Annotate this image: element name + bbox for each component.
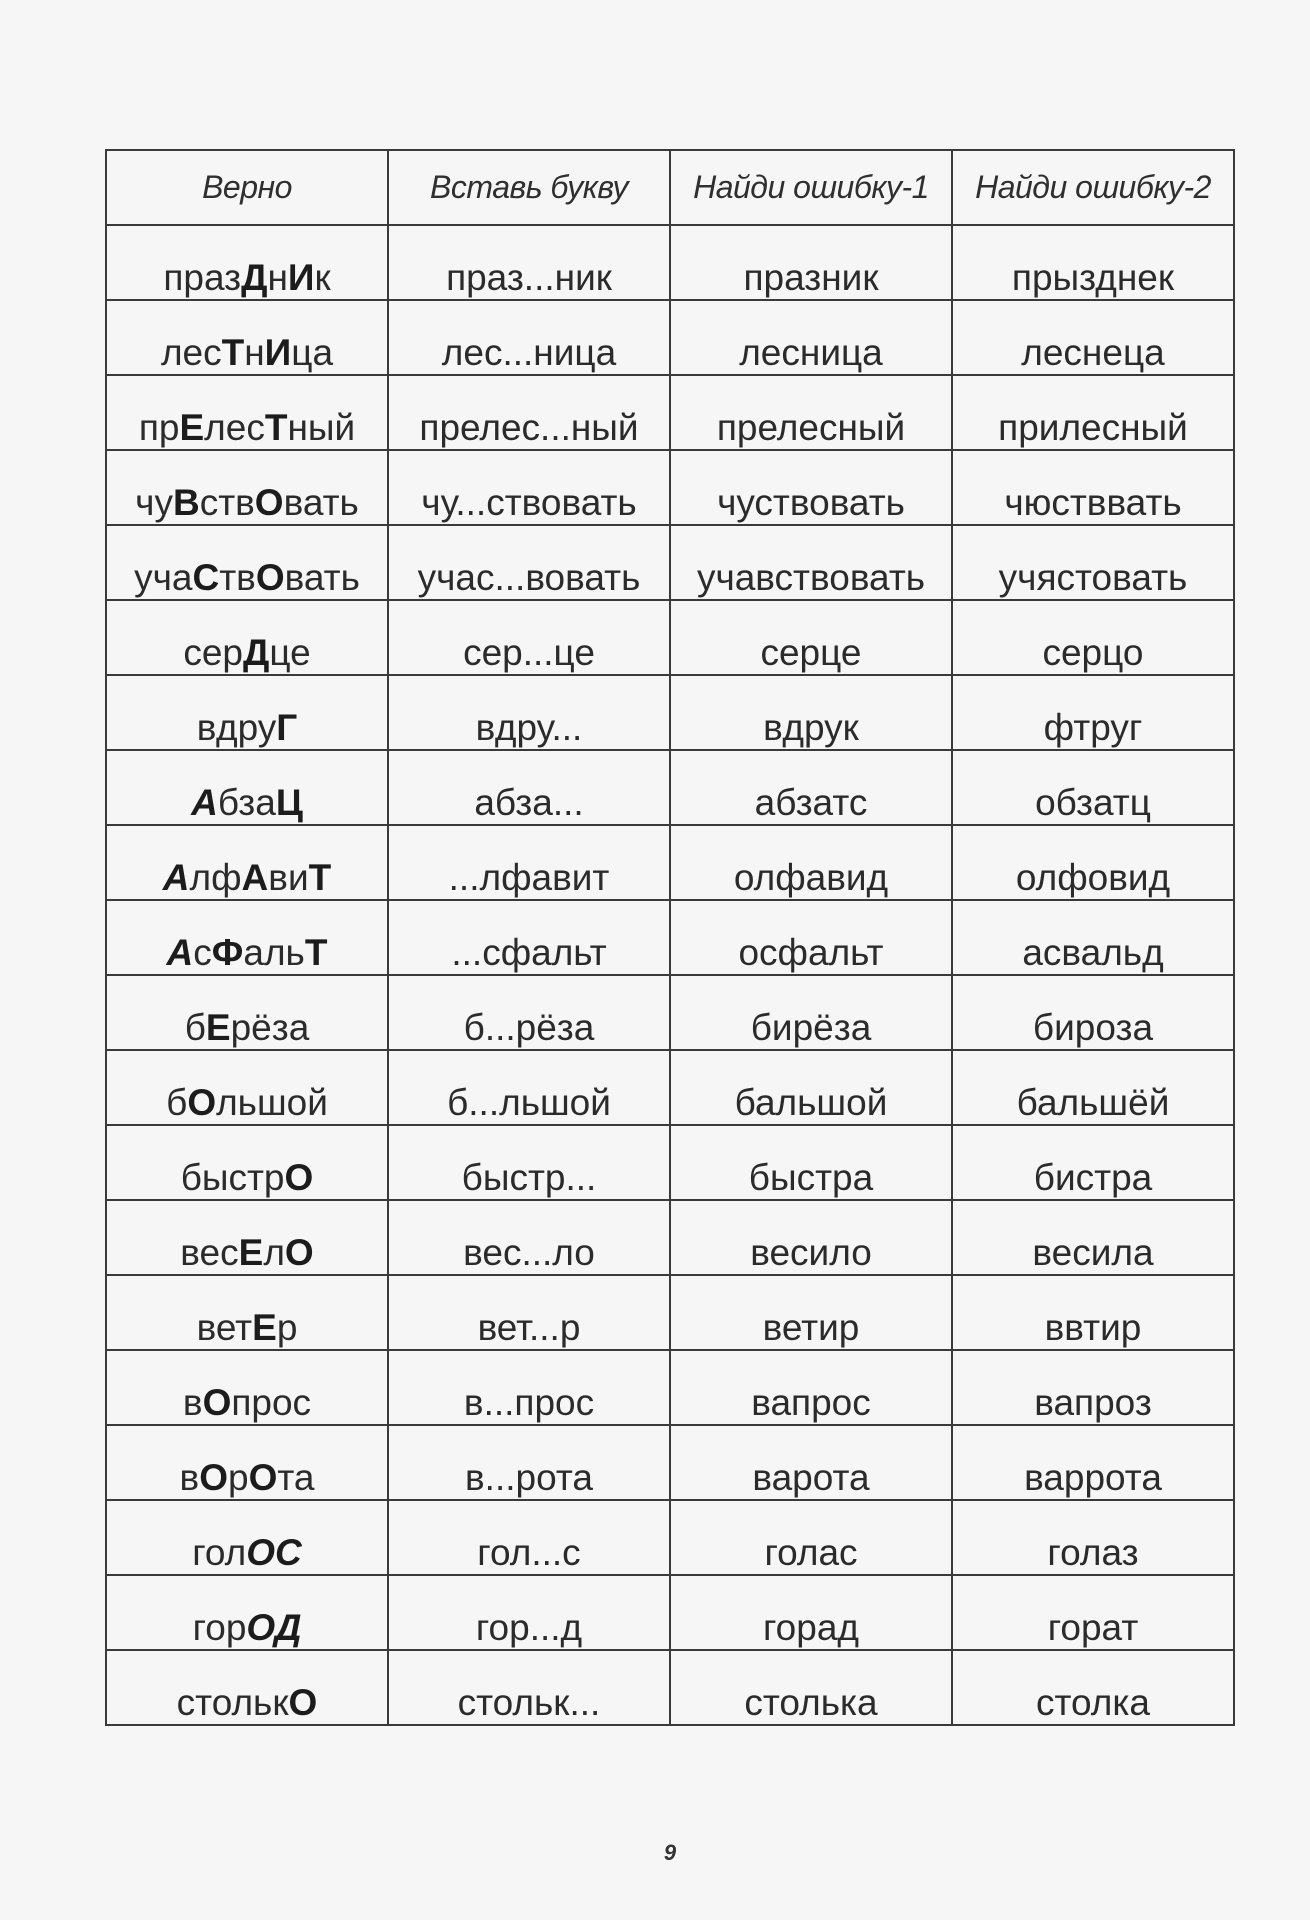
table-row: [106, 1425, 1234, 1500]
find-error-2-cell: столка: [952, 1650, 1234, 1725]
word-part: лес: [204, 407, 265, 448]
insert-letter-cell: б...рёза: [388, 975, 670, 1050]
highlighted-letter: В: [172, 482, 200, 523]
find-error-2-cell: прилесный: [952, 375, 1234, 450]
highlighted-letter: О: [288, 1682, 318, 1723]
word-part: стольк: [176, 1682, 289, 1723]
find-error-1-cell: прелесный: [670, 375, 952, 450]
word-part: а: [203, 257, 225, 298]
word-part: гол: [192, 1532, 247, 1573]
insert-letter-cell: вет...р: [388, 1275, 670, 1350]
find-error-2-cell: фтруг: [952, 675, 1234, 750]
correct-word-cell: [106, 375, 388, 450]
table-row: [106, 825, 1234, 900]
word-part: вет: [196, 1307, 253, 1348]
highlighted-letter: Е: [252, 1307, 277, 1348]
word-part: б: [166, 1082, 188, 1123]
find-error-2-cell: чюстввать: [952, 450, 1234, 525]
find-error-1-cell: вдрук: [670, 675, 952, 750]
highlighted-letter: Е: [179, 407, 205, 448]
correct-word-cell: [106, 1500, 388, 1575]
word-part: з: [224, 257, 242, 298]
word-part: с: [193, 932, 212, 973]
word-part: уча: [134, 557, 193, 598]
table-header-row: [106, 150, 1234, 225]
header-find-error-1: Найди ошибку-1: [670, 150, 952, 225]
table-row: [106, 1200, 1234, 1275]
word-part: быстр: [180, 1157, 285, 1198]
correct-word-cell: [106, 300, 388, 375]
find-error-1-cell: варота: [670, 1425, 952, 1500]
find-error-2-cell: леснеца: [952, 300, 1234, 375]
find-error-2-cell: учястовать: [952, 525, 1234, 600]
word-part: тв: [219, 557, 256, 598]
highlighted-letter: Д: [242, 632, 270, 673]
find-error-2-cell: серцо: [952, 600, 1234, 675]
highlighted-letter: Г: [276, 707, 298, 748]
find-error-1-cell: олфавид: [670, 825, 952, 900]
highlighted-letter: О: [187, 1082, 217, 1123]
highlighted-letter: С: [192, 557, 220, 598]
table-row: [106, 1500, 1234, 1575]
highlighted-letter: А: [191, 782, 218, 823]
highlighted-letter: Ц: [275, 782, 303, 823]
find-error-1-cell: празник: [670, 225, 952, 300]
insert-letter-cell: ...сфальт: [388, 900, 670, 975]
insert-letter-cell: прелес...ный: [388, 375, 670, 450]
highlighted-letter: О: [284, 1157, 314, 1198]
find-error-1-cell: вапрос: [670, 1350, 952, 1425]
table-row: [106, 900, 1234, 975]
word-part: це: [269, 632, 311, 673]
word-part: рёза: [230, 1007, 310, 1048]
word-part: аль: [243, 932, 305, 973]
table-row: [106, 1050, 1234, 1125]
highlighted-letter: И: [264, 332, 292, 373]
highlighted-letter: А: [241, 857, 269, 898]
find-error-1-cell: ветир: [670, 1275, 952, 1350]
highlighted-letter: Е: [205, 1007, 231, 1048]
word-part: ца: [291, 332, 334, 373]
word-part: вес: [180, 1232, 239, 1273]
word-part: к: [314, 257, 331, 298]
correct-word-cell: [106, 1650, 388, 1725]
word-part: н: [244, 332, 265, 373]
table-row: [106, 1650, 1234, 1725]
insert-letter-cell: абза...: [388, 750, 670, 825]
find-error-2-cell: горат: [952, 1575, 1234, 1650]
correct-word-cell: [106, 450, 388, 525]
find-error-2-cell: варрота: [952, 1425, 1234, 1500]
table-row: [106, 525, 1234, 600]
find-error-1-cell: учавствовать: [670, 525, 952, 600]
table-row: [106, 375, 1234, 450]
insert-letter-cell: учас...вовать: [388, 525, 670, 600]
highlighted-letter: И: [287, 257, 315, 298]
insert-letter-cell: в...рота: [388, 1425, 670, 1500]
correct-word-cell: [106, 1125, 388, 1200]
find-error-2-cell: бальшёй: [952, 1050, 1234, 1125]
word-part: в: [182, 1382, 203, 1423]
insert-letter-cell: лес...ница: [388, 300, 670, 375]
word-part: льшой: [216, 1082, 328, 1123]
highlighted-letter: Е: [238, 1232, 264, 1273]
correct-word-cell: [106, 1200, 388, 1275]
word-part: пр: [138, 407, 180, 448]
find-error-2-cell: весила: [952, 1200, 1234, 1275]
highlighted-letter: О: [284, 1232, 314, 1273]
insert-letter-cell: б...льшой: [388, 1050, 670, 1125]
insert-letter-cell: стольк...: [388, 1650, 670, 1725]
highlighted-letter: Т: [304, 932, 328, 973]
word-part: вать: [284, 557, 360, 598]
highlighted-letter: О: [199, 1457, 228, 1498]
highlighted-letter: ОС: [246, 1532, 302, 1573]
highlighted-letter: ОД: [246, 1607, 302, 1648]
spelling-table: [105, 149, 1235, 1726]
find-error-2-cell: голаз: [952, 1500, 1234, 1575]
page-number: 9: [663, 1840, 677, 1865]
find-error-1-cell: лесница: [670, 300, 952, 375]
find-error-1-cell: серце: [670, 600, 952, 675]
correct-word-cell: [106, 1425, 388, 1500]
find-error-1-cell: голас: [670, 1500, 952, 1575]
insert-letter-cell: чу...ствовать: [388, 450, 670, 525]
word-part: н: [267, 257, 288, 298]
highlighted-letter: О: [202, 1382, 232, 1423]
insert-letter-cell: ...лфавит: [388, 825, 670, 900]
table-row: [106, 1575, 1234, 1650]
table-row: [106, 225, 1234, 300]
correct-word-cell: [106, 225, 388, 300]
highlighted-letter: Ф: [211, 932, 244, 973]
highlighted-letter: А: [166, 932, 194, 973]
word-part: чу: [135, 482, 173, 523]
correct-word-cell: [106, 1275, 388, 1350]
find-error-1-cell: бальшой: [670, 1050, 952, 1125]
word-part: п: [163, 257, 184, 298]
highlighted-letter: А: [162, 857, 190, 898]
correct-word-cell: [106, 525, 388, 600]
correct-word-cell: [106, 675, 388, 750]
table-row: [106, 675, 1234, 750]
find-error-1-cell: горад: [670, 1575, 952, 1650]
highlighted-letter: Т: [264, 407, 288, 448]
find-error-2-cell: вапроз: [952, 1350, 1234, 1425]
find-error-1-cell: осфальт: [670, 900, 952, 975]
insert-letter-cell: гол...с: [388, 1500, 670, 1575]
correct-word-cell: [106, 1050, 388, 1125]
word-part: р: [227, 1457, 249, 1498]
word-part: ный: [287, 407, 356, 448]
find-error-2-cell: бистра: [952, 1125, 1234, 1200]
find-error-2-cell: ввтир: [952, 1275, 1234, 1350]
insert-letter-cell: сер...це: [388, 600, 670, 675]
find-error-1-cell: весило: [670, 1200, 952, 1275]
word-part: р: [276, 1307, 298, 1348]
insert-letter-cell: быстр...: [388, 1125, 670, 1200]
find-error-1-cell: столька: [670, 1650, 952, 1725]
word-part: ств: [199, 482, 255, 523]
find-error-2-cell: обзатц: [952, 750, 1234, 825]
header-find-error-2: Найди ошибку-2: [952, 150, 1234, 225]
highlighted-letter: Т: [221, 332, 245, 373]
word-part: та: [277, 1457, 315, 1498]
correct-word-cell: [106, 825, 388, 900]
highlighted-letter: О: [255, 557, 285, 598]
word-part: б: [184, 1007, 206, 1048]
find-error-2-cell: бироза: [952, 975, 1234, 1050]
insert-letter-cell: вдру...: [388, 675, 670, 750]
correct-word-cell: [106, 600, 388, 675]
word-part: р: [183, 257, 204, 298]
find-error-2-cell: асвальд: [952, 900, 1234, 975]
highlighted-letter: Д: [241, 257, 268, 298]
table-row: [106, 600, 1234, 675]
find-error-2-cell: олфовид: [952, 825, 1234, 900]
insert-letter-cell: в...прос: [388, 1350, 670, 1425]
correct-word-cell: [106, 1575, 388, 1650]
table-row: [106, 975, 1234, 1050]
table-row: [106, 450, 1234, 525]
correct-word-cell: [106, 900, 388, 975]
table-row: [106, 1125, 1234, 1200]
header-insert-letter: Вставь букву: [388, 150, 670, 225]
word-part: л: [263, 1232, 285, 1273]
word-part: в: [179, 1457, 200, 1498]
word-part: прос: [231, 1382, 312, 1423]
insert-letter-cell: праз...ник: [388, 225, 670, 300]
find-error-1-cell: бирёза: [670, 975, 952, 1050]
find-error-1-cell: быстра: [670, 1125, 952, 1200]
word-part: ви: [268, 857, 309, 898]
find-error-1-cell: чуствовать: [670, 450, 952, 525]
table-row: [106, 750, 1234, 825]
find-error-1-cell: абзатс: [670, 750, 952, 825]
highlighted-letter: Т: [308, 857, 332, 898]
word-part: вдру: [196, 707, 277, 748]
word-part: лф: [189, 857, 242, 898]
word-part: сер: [183, 632, 243, 673]
insert-letter-cell: вес...ло: [388, 1200, 670, 1275]
table-row: [106, 1350, 1234, 1425]
correct-word-cell: [106, 750, 388, 825]
find-error-2-cell: прызднек: [952, 225, 1234, 300]
word-part: вать: [283, 482, 359, 523]
insert-letter-cell: гор...д: [388, 1575, 670, 1650]
highlighted-letter: О: [254, 482, 284, 523]
word-part: гор: [192, 1607, 247, 1648]
word-part: лес: [160, 332, 222, 373]
correct-word-cell: [106, 1350, 388, 1425]
word-part: бза: [217, 782, 276, 823]
correct-word-cell: [106, 975, 388, 1050]
table-row: [106, 1275, 1234, 1350]
highlighted-letter: О: [248, 1457, 278, 1498]
table-row: [106, 300, 1234, 375]
header-correct: Верно: [106, 150, 388, 225]
